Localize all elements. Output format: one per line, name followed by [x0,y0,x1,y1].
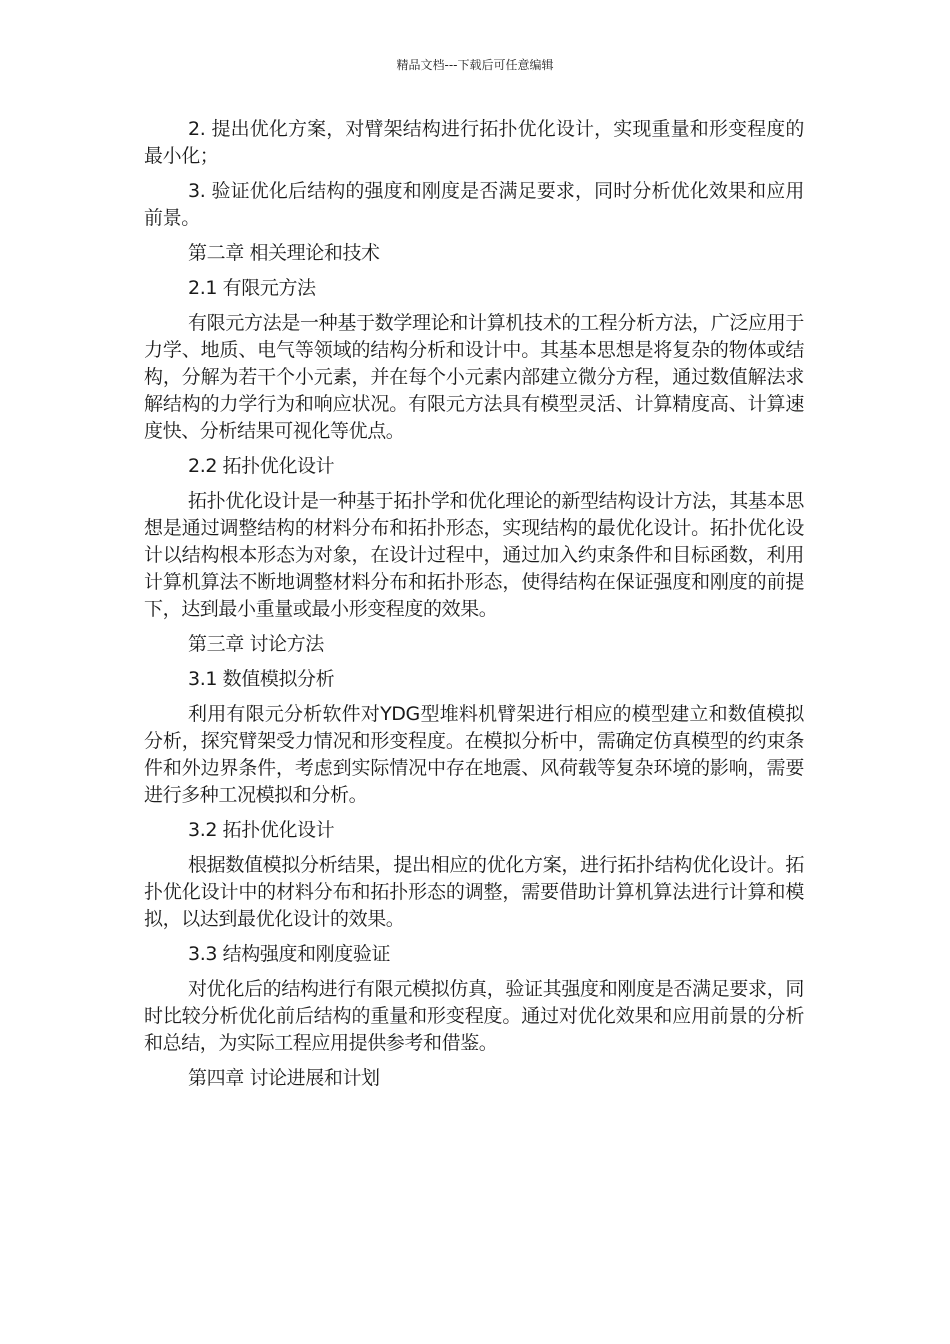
list-item-objective-2: 2. 提出优化方案，对臂架结构进行拓扑优化设计，实现重量和形变程度的最小化； [144,118,804,167]
section-2-2-paragraph: 拓扑优化设计是一种基于拓扑学和优化理论的新型结构设计方法，其基本思想是通过调整结构的材料分布和拓扑形态，实现结构的最优化设计。拓扑优化设计以结构根本形态为对象，在设计过程中，通过加入约束条件和目标函数，利用计算机算法不断地调整材料分布和拓扑形态，使得结构在保证强度和刚度的前提下，达到最小重量或最小形变程度的效果。 [144,490,804,620]
section-3-2-title: 3.2 拓扑优化设计 [188,819,335,841]
section-3-3-title: 3.3 结构强度和刚度验证 [188,943,391,965]
section-2-2-title: 2.2 拓扑优化设计 [188,455,335,477]
section-2-1-paragraph: 有限元方法是一种基于数学理论和计算机技术的工程分析方法，广泛应用于力学、地质、电气等领域的结构分析和设计中。其基本思想是将复杂的物体或结构，分解为若干个小元素，并在每个小元素内部建立微分方程，通过数值解法求解结构的力学行为和响应状况。有限元方法具有模型灵活、计算精度高、计算速度快、分析结果可视化等优点。 [144,312,804,442]
section-3-2-paragraph: 根据数值模拟分析结果，提出相应的优化方案，进行拓扑结构优化设计。拓扑优化设计中的材料分布和拓扑形态的调整，需要借助计算机算法进行计算和模拟，以达到最优化设计的效果。 [144,854,804,930]
section-2-1-title: 2.1 有限元方法 [188,277,316,299]
document-body [144,116,804,1100]
section-3-3-paragraph: 对优化后的结构进行有限元模拟仿真，验证其强度和刚度是否满足要求，同时比较分析优化前后结构的重量和形变程度。通过对优化效果和应用前景的分析和总结，为实际工程应用提供参考和借鉴。 [144,978,804,1054]
section-3-1-title: 3.1 数值模拟分析 [188,668,335,690]
chapter-4-title: 第四章 讨论进展和计划 [188,1067,380,1089]
chapter-3-title: 第三章 讨论方法 [188,633,324,655]
section-3-1-paragraph: 利用有限元分析软件对YDG型堆料机臂架进行相应的模型建立和数值模拟分析，探究臂架受力情况和形变程度。在模拟分析中，需确定仿真模型的约束条件和外边界条件，考虑到实际情况中存在地震、风荷载等复杂环境的影响，需要进行多种工况模拟和分析。 [144,703,804,806]
chapter-2-title: 第二章 相关理论和技术 [188,242,380,264]
page-header: 精品文档---下载后可任意编辑 [396,58,554,72]
list-item-objective-3: 3. 验证优化后结构的强度和刚度是否满足要求，同时分析优化效果和应用前景。 [144,180,804,229]
